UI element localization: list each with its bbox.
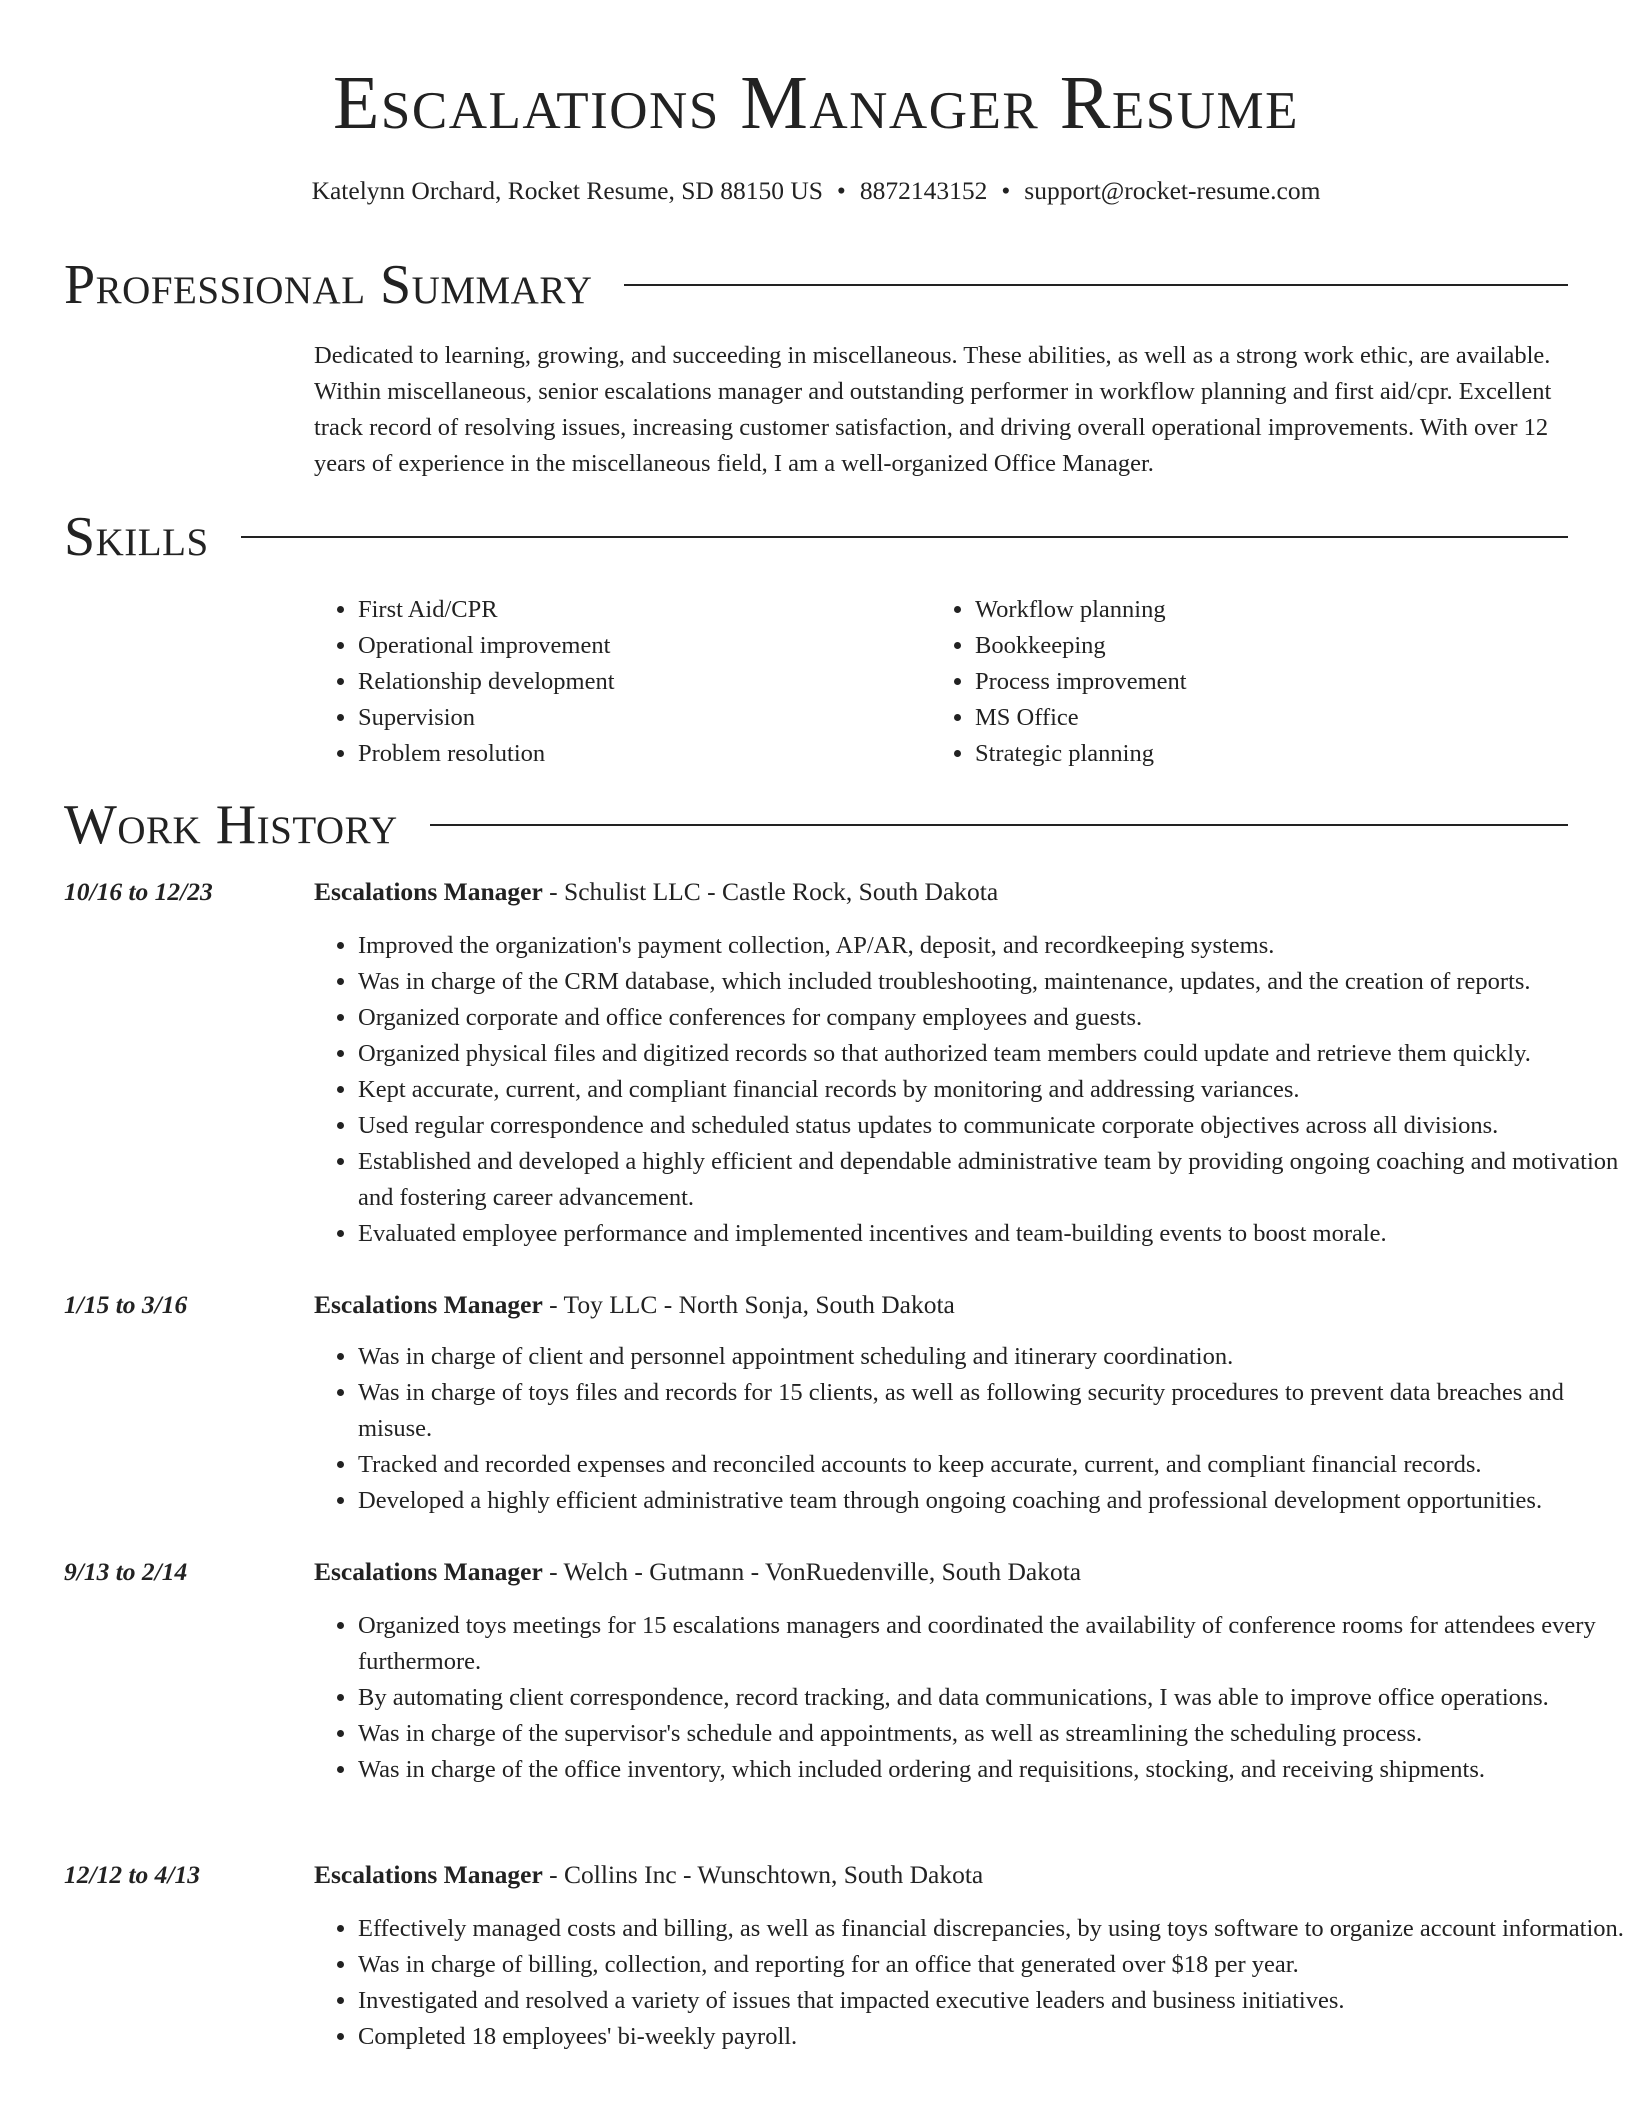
job-bullet: • Organized physical files and digitized records so that authorized team members could update and retrieve them quickly.	[358, 1036, 1630, 1072]
job-bullets	[314, 928, 1630, 1252]
job-bullet: • Was in charge of the supervisor's schedule and appointments, as well as streamlining the scheduling process.	[358, 1716, 1630, 1752]
job-dates: 1/15 to 3/16	[64, 1290, 188, 1319]
skills-heading: Skills	[64, 506, 209, 568]
skills-list-right	[931, 592, 1548, 772]
contact-line	[0, 176, 1632, 206]
summary-section-header	[64, 250, 1568, 320]
section-divider	[241, 536, 1568, 538]
contact-separator: •	[836, 176, 846, 205]
job-bullet: • Organized corporate and office conferences for company employees and guests.	[358, 1000, 1630, 1036]
contact-email: support@rocket-resume.com	[1024, 176, 1321, 205]
skill-item: • Bookkeeping	[975, 628, 1548, 664]
job-company: - Schulist LLC - Castle Rock, South Dakota	[542, 877, 999, 906]
job-bullet: • Established and developed a highly efficient and dependable administrative team by providing ongoing coaching and motivation and fostering career advancement.	[358, 1144, 1630, 1216]
skill-item: • Relationship development	[358, 664, 931, 700]
job-bullet: • Was in charge of the CRM database, which included troubleshooting, maintenance, updates, and the creation of reports.	[358, 964, 1630, 1000]
job-bullets	[314, 1608, 1630, 1788]
job-bullet: • Evaluated employee performance and implemented incentives and team-building events to boost morale.	[358, 1216, 1630, 1252]
job-bullet: • Investigated and resolved a variety of issues that impacted executive leaders and business initiatives.	[358, 1983, 1630, 2019]
job-bullet: • Was in charge of billing, collection, and reporting for an office that generated over $18 per year.	[358, 1947, 1630, 1983]
skill-item: • Strategic planning	[975, 736, 1548, 772]
resume-title: Escalations Manager Resume	[332, 61, 1300, 145]
job-bullet: • Developed a highly efficient administrative team through ongoing coaching and professional development opportunities.	[358, 1483, 1630, 1519]
job-role: Escalations Manager	[314, 877, 543, 906]
job-header	[314, 1857, 983, 1893]
job-bullet: • Effectively managed costs and billing, as well as financial discrepancies, by using toys software to organize account information.	[358, 1911, 1630, 1947]
job-company: - Toy LLC - North Sonja, South Dakota	[542, 1290, 955, 1319]
skill-item: • Process improvement	[975, 664, 1548, 700]
job-bullet: • Was in charge of toys files and records for 15 clients, as well as following security procedures to prevent data breaches and misuse.	[358, 1375, 1630, 1447]
job-bullet: • Was in charge of the office inventory, which included ordering and requisitions, stocking, and receiving shipments.	[358, 1752, 1630, 1788]
job-role: Escalations Manager	[314, 1290, 543, 1319]
job-dates: 9/13 to 2/14	[64, 1557, 188, 1586]
contact-separator: •	[1001, 176, 1011, 205]
skill-item: • Problem resolution	[358, 736, 931, 772]
skills-list-left	[314, 592, 931, 772]
skill-item: • Workflow planning	[975, 592, 1548, 628]
job-bullet: • By automating client correspondence, record tracking, and data communications, I was able to improve office operations.	[358, 1680, 1630, 1716]
skill-item: • Supervision	[358, 700, 931, 736]
job-bullet: • Was in charge of client and personnel appointment scheduling and itinerary coordination.	[358, 1339, 1630, 1375]
job-company: - Collins Inc - Wunschtown, South Dakota	[542, 1860, 984, 1889]
job-dates: 12/12 to 4/13	[64, 1860, 201, 1889]
job-bullet: • Improved the organization's payment collection, AP/AR, deposit, and recordkeeping systems.	[358, 928, 1630, 964]
job-bullets	[314, 1339, 1630, 1519]
job-role: Escalations Manager	[314, 1860, 543, 1889]
job-bullet: • Tracked and recorded expenses and reconciled accounts to keep accurate, current, and compliant financial records.	[358, 1447, 1630, 1483]
job-company: - Welch - Gutmann - VonRuedenville, South Dakota	[542, 1557, 1082, 1586]
summary-heading: Professional Summary	[64, 254, 593, 316]
job-header	[314, 1287, 955, 1323]
summary-text: Dedicated to learning, growing, and succeeding in miscellaneous. These abilities, as well as a strong work ethic, are available. Within miscellaneous, senior escalations manager and outstanding performer in workflow planning and first aid/cpr. Excellent track record of resolving issues, increasing customer satisfaction, and driving overall operational improvements. With over 12 years of experience in the miscellaneous field, I am a well-organized Office Manager.	[314, 342, 1552, 477]
work-history-section-header	[64, 790, 1568, 860]
skill-item: • First Aid/CPR	[358, 592, 931, 628]
skills-section-header	[64, 502, 1568, 572]
contact-phone: 8872143152	[859, 176, 988, 205]
job-header	[314, 874, 998, 910]
skills-grid	[314, 592, 1574, 772]
job-role: Escalations Manager	[314, 1557, 543, 1586]
work-history-heading: Work History	[64, 794, 398, 856]
job-bullet: • Kept accurate, current, and compliant financial records by monitoring and addressing variances.	[358, 1072, 1630, 1108]
job-header	[314, 1554, 1081, 1590]
job-bullets	[314, 1911, 1630, 2055]
job-bullet: • Used regular correspondence and scheduled status updates to communicate corporate objectives across all divisions.	[358, 1108, 1630, 1144]
job-bullet: • Organized toys meetings for 15 escalations managers and coordinated the availability of conference rooms for attendees every furthermore.	[358, 1608, 1630, 1680]
skill-item: • MS Office	[975, 700, 1548, 736]
section-divider	[624, 284, 1568, 286]
job-dates: 10/16 to 12/23	[64, 877, 213, 906]
contact-address: Katelynn Orchard, Rocket Resume, SD 88150 US	[311, 176, 823, 205]
job-bullet: • Completed 18 employees' bi-weekly payroll.	[358, 2019, 1630, 2055]
skill-item: • Operational improvement	[358, 628, 931, 664]
section-divider	[430, 824, 1568, 826]
